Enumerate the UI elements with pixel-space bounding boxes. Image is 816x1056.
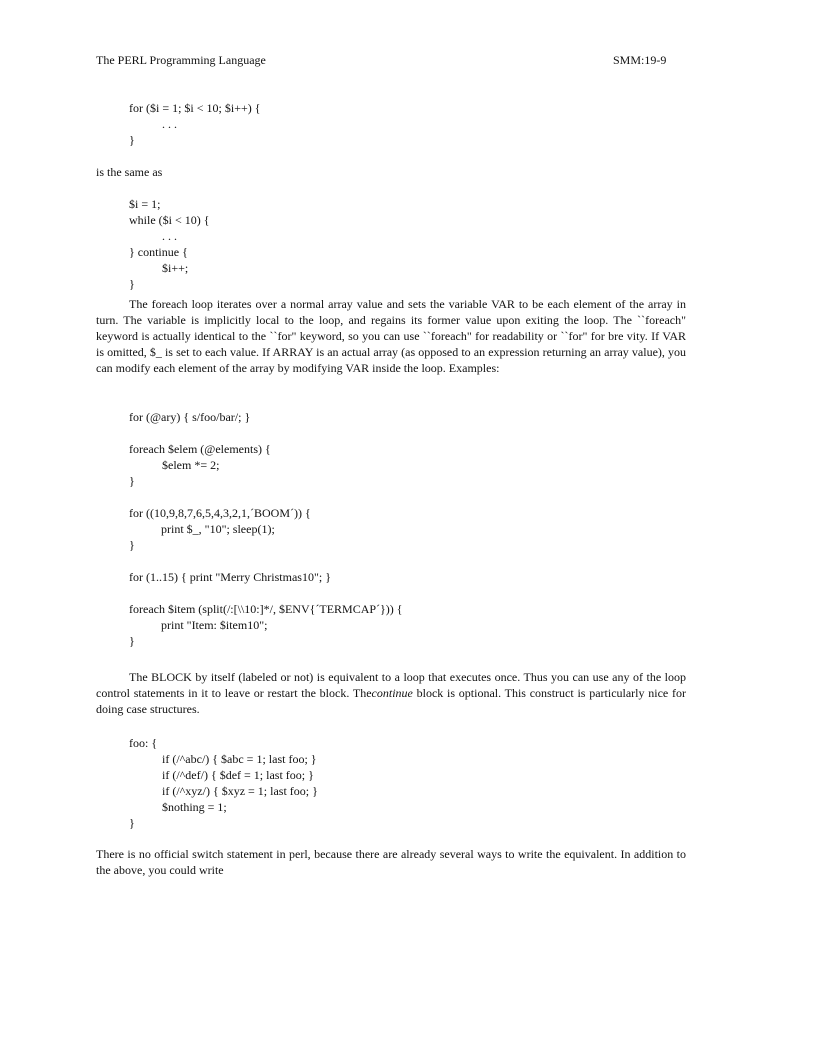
continue-keyword: continue (371, 686, 413, 700)
body-text: is the same as (96, 165, 163, 179)
code-line: for ($i = 1; $i < 10; $i++) { (129, 101, 261, 115)
paragraph-block-text-end: block is optional. This construct is particularly nice for doing case structures. (96, 686, 686, 716)
paragraph-foreach-text: The foreach loop iterates over a normal array value and sets the variable VAR to be each element of the array in turn. The variable is implicitly local to the loop, and regains its former value upon exiting the loop. The ``foreach" keyword is actually identical to the ``for" keyword, so you can use ``foreach" for readability or ``for" for bre vity. If VAR is omitted, $_ is set to each value. If ARRAY is an actual array (as opposed to an expression returning an array value), you can modify each element of the array by modifying VAR inside the loop. Examples: (96, 297, 686, 375)
code-line: . . . (162, 117, 177, 131)
code-line: for (@ary) { s/foo/bar/; } (129, 410, 251, 424)
code-line: foo: { (129, 736, 158, 750)
code-line: if (/^def/) { $def = 1; last foo; } (162, 768, 314, 782)
code-line: } (129, 816, 135, 830)
paragraph-foreach (96, 296, 686, 376)
code-line: print "Item: $item10"; (161, 618, 268, 632)
code-line: if (/^xyz/) { $xyz = 1; last foo; } (162, 784, 318, 798)
code-line: $nothing = 1; (162, 800, 227, 814)
paragraph-block-text: The BLOCK by itself (labeled or not) is equivalent to a loop that executes once. Thus you can use any of the loop control statements in it to leave or restart the block. The (96, 670, 686, 700)
code-line: } continue { (129, 245, 188, 259)
code-line: foreach $elem (@elements) { (129, 442, 271, 456)
page-number: SMM:19-9 (613, 53, 667, 67)
paragraph-switch: There is no official switch statement in perl, because there are already several ways to write the equivalent. In addition to the above, you could write (96, 847, 686, 877)
code-line: foreach $item (split(/:[\\10:]*/, $ENV{´TERMCAP´})) { (129, 602, 403, 616)
code-line: if (/^abc/) { $abc = 1; last foo; } (162, 752, 317, 766)
code-line: . . . (162, 229, 177, 243)
code-line: } (129, 133, 135, 147)
code-line: } (129, 538, 135, 552)
paragraph-block (96, 669, 686, 717)
code-line: $i = 1; (129, 197, 161, 211)
code-line: } (129, 634, 135, 648)
code-line: $i++; (162, 261, 189, 275)
code-line: while ($i < 10) { (129, 213, 210, 227)
code-line: } (129, 277, 135, 291)
code-line: } (129, 474, 135, 488)
code-line: $elem *= 2; (162, 458, 220, 472)
code-line: for ((10,9,8,7,6,5,4,3,2,1,´BOOM´)) { (129, 506, 311, 520)
code-line: for (1..15) { print "Merry Christmas10"; } (129, 570, 331, 584)
running-header-title: The PERL Programming Language (96, 53, 266, 67)
code-line: print $_, "10"; sleep(1); (161, 522, 275, 536)
